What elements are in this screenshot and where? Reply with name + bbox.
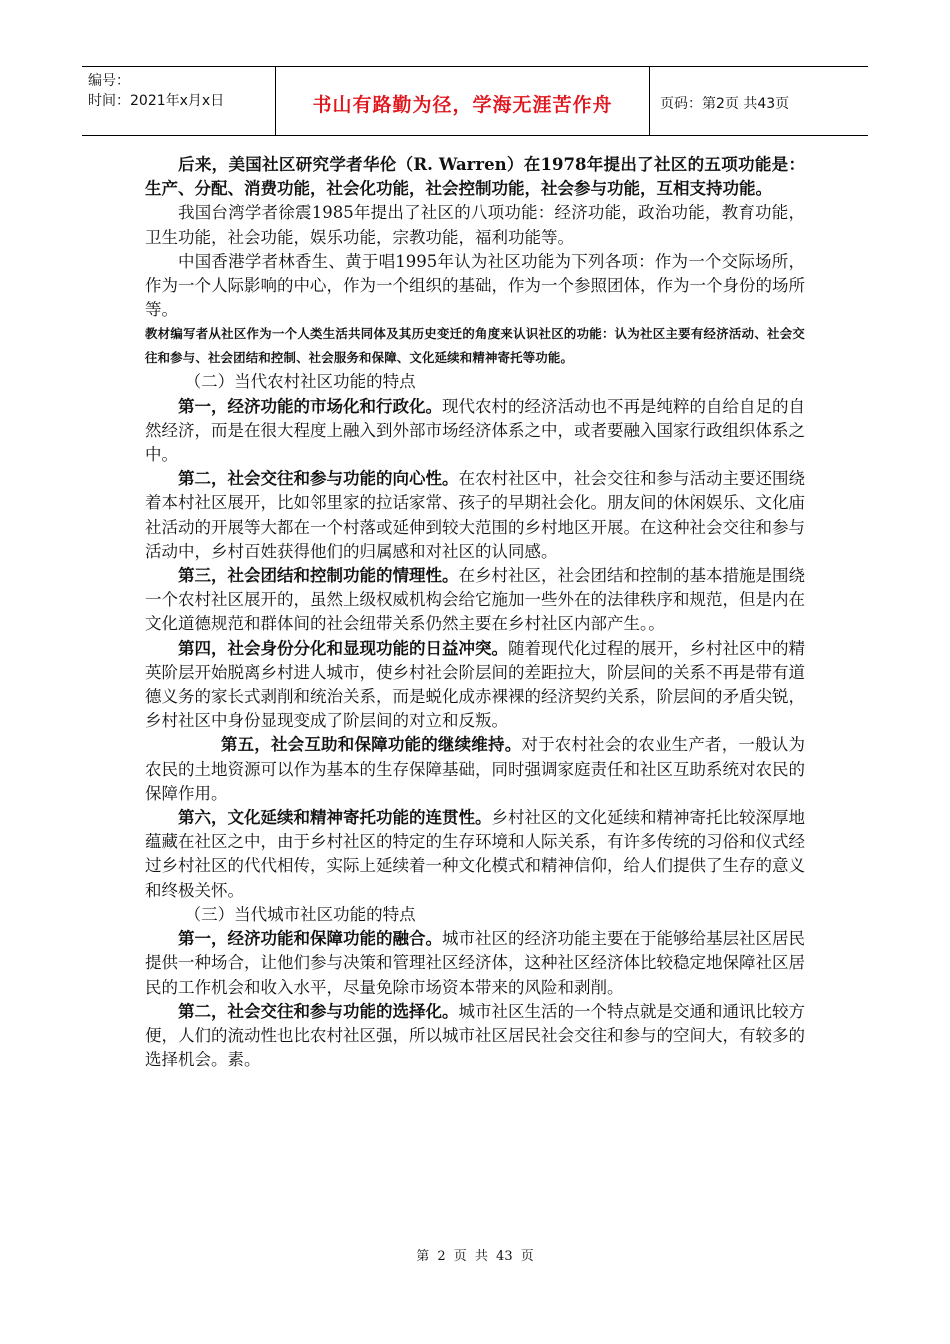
paragraph-lead: 第六，文化延续和精神寄托功能的连贯性。 xyxy=(178,808,492,828)
paragraph-text: 随着现代化过程的展开，乡村社区中的精英阶层开始脱离乡村进人城市，使乡村社会阶层间的差距拉大，阶层间的关系不再是带有道德义务的家长式剥削和统治关系，而是蜕化成赤裸裸的经济契约关系，阶层间的矛盾尖锐，乡村社区中身份显现变成了阶层间的对立和反叛。 xyxy=(145,638,805,731)
paragraph-text: 乡村社区的文化延续和精神寄托比较深厚地蕴藏在社区之中，由于乡村社区的特定的生存环境和人际关系，有许多传统的习俗和仪式经过乡村社区的代代相传，实际上延续着一种文化模式和精神信仰，给人们提供了生存的意义和终极关怀。 xyxy=(145,808,805,900)
page-footer: 第 2 页 共 43 页 xyxy=(416,1249,534,1264)
paragraph-text: 城市社区的经济功能主要在于能够给基层社区居民提供一种场合，让他们参与决策和管理社区经济体，这种社区经济体比较稳定地保障社区居民的工作机会和收入水平，尽量免除市场资本带来的风险和剥削。 xyxy=(145,929,805,997)
paragraph-text: 在农村社区中，社会交往和参与活动主要还围绕着本村社区展开，比如邻里家的拉话家常、孩子的早期社会化。朋友间的休闲娱乐、文化庙社活动的开展等大都在一个村落或延伸到较大范围的乡村地区开展。在这种社会交往和参与活动中，乡村百姓获得他们的归属感和对社区的认同感。 xyxy=(145,469,805,561)
page-header xyxy=(82,66,868,136)
paragraph-lead: 第二，社会交往和参与功能的选择化。 xyxy=(178,1001,459,1021)
paragraph-text: 我国台湾学者徐震1985年提出了社区的八项功能：经济功能，政治功能，教育功能，卫生功能，社会功能，娱乐功能，宗教功能，福利功能等。 xyxy=(145,203,805,247)
paragraph-lead: 第五，社会互助和保障功能的继续维持。 xyxy=(220,735,522,755)
paragraph xyxy=(145,250,805,323)
paragraph xyxy=(145,395,805,468)
header-page-info: 页码：第2页 共43页 xyxy=(660,96,790,112)
paragraph xyxy=(145,322,805,370)
paragraph-text: 后来，美国社区研究学者华伦（R. Warren）在1978年提出了社区的五项功能是：生产、分配、消费功能，社会化功能，社会控制功能，社会参与功能，互相支持功能。 xyxy=(145,155,805,199)
paragraph xyxy=(145,467,805,564)
section-heading xyxy=(145,903,805,927)
paragraph xyxy=(145,201,805,249)
paragraph-lead: 第三，社会团结和控制功能的情理性。 xyxy=(178,566,459,586)
paragraph-lead: 第一，经济功能和保障功能的融合。 xyxy=(178,929,442,949)
paragraph-text: （二）当代农村社区功能的特点 xyxy=(184,372,416,392)
paragraph xyxy=(145,1000,805,1073)
header-meta xyxy=(82,67,276,135)
paragraph xyxy=(145,637,805,734)
paragraph xyxy=(145,153,805,201)
header-motto: 书山有路勤为径，学海无涯苦作舟 xyxy=(276,67,650,135)
serial-label: 编号： xyxy=(88,73,130,89)
paragraph-lead: 第四，社会身份分化和显现功能的日益冲突。 xyxy=(178,638,508,658)
paragraph xyxy=(145,927,805,1000)
document-body xyxy=(145,153,805,1072)
paragraph-text: （三）当代城市社区功能的特点 xyxy=(184,904,416,924)
paragraph-text: 中国香港学者林香生、黄于唱1995年认为社区功能为下列各项：作为一个交际场所，作为一个人际影响的中心，作为一个组织的基础，作为一个参照团体，作为一个身份的场所等。 xyxy=(145,251,805,320)
section-heading xyxy=(145,370,805,394)
paragraph-lead: 第二，社会交往和参与功能的向心性。 xyxy=(178,469,459,489)
paragraph-text: 现代农村的经济活动也不再是纯粹的自给自足的自然经济，而是在很大程度上融入到外部市场经济体系之中，或者要融入国家行政组织体系之中。 xyxy=(145,396,805,465)
date-label: 时间：2021年x月x日 xyxy=(88,93,225,109)
paragraph-text: 对于农村社会的农业生产者，一般认为农民的土地资源可以作为基本的生存保障基础，同时强调家庭责任和社区互助系统对农民的保障作用。 xyxy=(145,735,806,803)
paragraph-text: 城市社区生活的一个特点就是交通和通讯比较方便，人们的流动性也比农村社区强，所以城市社区居民社会交往和参与的空间大，有较多的选择机会。素。 xyxy=(145,1001,805,1070)
paragraph xyxy=(145,733,805,806)
paragraph xyxy=(145,806,805,903)
paragraph-text: 在乡村社区，社会团结和控制的基本措施是围绕一个农村社区展开的，虽然上级权威机构会给它施加一些外在的法律秩序和规范，但是内在文化道德规范和群体间的社会纽带关系仍然主要在乡村社区内部产生。。 xyxy=(145,566,805,634)
paragraph-lead: 第一，经济功能的市场化和行政化。 xyxy=(178,396,442,416)
paragraph-text: 教材编写者从社区作为一个人类生活共同体及其历史变迁的角度来认识社区的功能：认为社区主要有经济活动、社会交往和参与、社会团结和控制、社会服务和保障、文化延续和精神寄托等功能。 xyxy=(145,326,805,366)
paragraph xyxy=(145,564,805,637)
